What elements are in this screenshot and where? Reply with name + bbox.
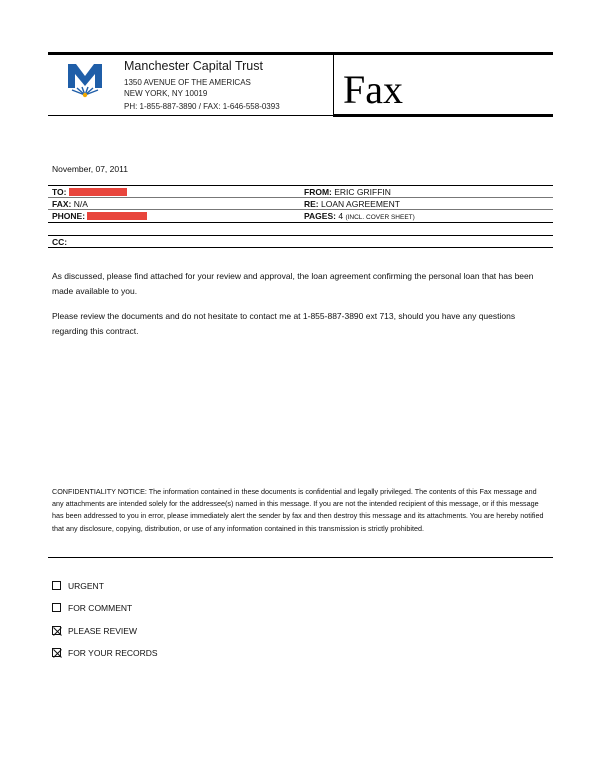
cc-rule-bottom: [48, 247, 553, 248]
from-field: [304, 187, 391, 197]
info-rule-2: [48, 209, 553, 210]
pages-field: [304, 211, 415, 221]
for-your-records-label: FOR YOUR RECORDS: [68, 648, 158, 658]
to-field: [52, 187, 127, 197]
please-review-checkbox[interactable]: [52, 626, 61, 635]
for-comment-label: FOR COMMENT: [68, 603, 133, 613]
body-paragraph-2: Please review the documents and do not hesitate to contact me at 1-855-887-3890 ext 713, should you have any questions regarding this contract.: [52, 311, 516, 336]
for-comment-checkbox[interactable]: [52, 603, 61, 612]
checkbox-x-icon: [53, 649, 62, 658]
header-bottom-rule-thick: [333, 114, 553, 117]
info-rule-3: [48, 222, 553, 223]
header-divider: [333, 55, 334, 115]
document-date: November, 07, 2011: [52, 164, 128, 174]
company-name: Manchester Capital Trust: [124, 59, 263, 73]
phone-redaction: [87, 212, 147, 220]
phone-field: [52, 211, 147, 221]
checkbox-x-icon: [53, 627, 62, 636]
cc-rule-top: [48, 235, 553, 236]
pages-note: (INCL. COVER SHEET): [345, 214, 415, 221]
fax-field: [52, 199, 88, 209]
fax-title: Fax: [343, 67, 403, 112]
fax-value: N/A: [73, 199, 88, 209]
please-review-label: PLEASE REVIEW: [68, 626, 137, 636]
re-label: RE:: [304, 199, 319, 209]
cc-field: [52, 237, 67, 247]
fax-label: FAX:: [52, 199, 72, 209]
from-value: ERIC GRIFFIN: [334, 187, 391, 197]
pages-label: PAGES:: [304, 211, 336, 221]
body-paragraph-1: As discussed, please find attached for your review and approval, the loan agreement confirming the personal loan that has been made available to you.: [52, 271, 534, 296]
info-rule-top: [48, 185, 553, 186]
for-your-records-checkbox[interactable]: [52, 648, 61, 657]
urgent-label: URGENT: [68, 581, 104, 591]
pages-value: 4: [338, 211, 344, 221]
re-field: [304, 199, 400, 209]
from-label: FROM:: [304, 187, 332, 197]
urgent-checkbox[interactable]: [52, 581, 61, 590]
confidentiality-notice: CONFIDENTIALITY NOTICE: The information contained in these documents is confidential and legally privileged. The contents of this Fax message and any attachments are intended solely for the addressee(s) named in this message. If you are not the intended recipient of this message, or if this message has been addressed to you in error, please immediately alert the sender by fax and then destroy this message and its attachments. You are hereby notified that any disclosure, copying, distribution, or use of any information contained in this transmission is strictly prohibited.: [52, 487, 544, 533]
address-line-1: 1350 AVENUE OF THE AMERICAS: [124, 78, 251, 87]
confidentiality-rule: [48, 557, 553, 558]
cc-label: CC:: [52, 237, 68, 247]
to-redaction: [69, 188, 127, 196]
header-top-rule: [48, 52, 553, 55]
address-line-2: NEW YORK, NY 10019: [124, 89, 208, 98]
to-label: TO:: [52, 187, 67, 197]
phone-label: PHONE:: [52, 211, 86, 221]
info-rule-1: [48, 197, 553, 198]
re-value: LOAN AGREEMENT: [321, 199, 400, 209]
company-logo: [66, 62, 104, 98]
phone-fax-line: PH: 1-855-887-3890 / FAX: 1-646-558-0393: [124, 102, 280, 111]
